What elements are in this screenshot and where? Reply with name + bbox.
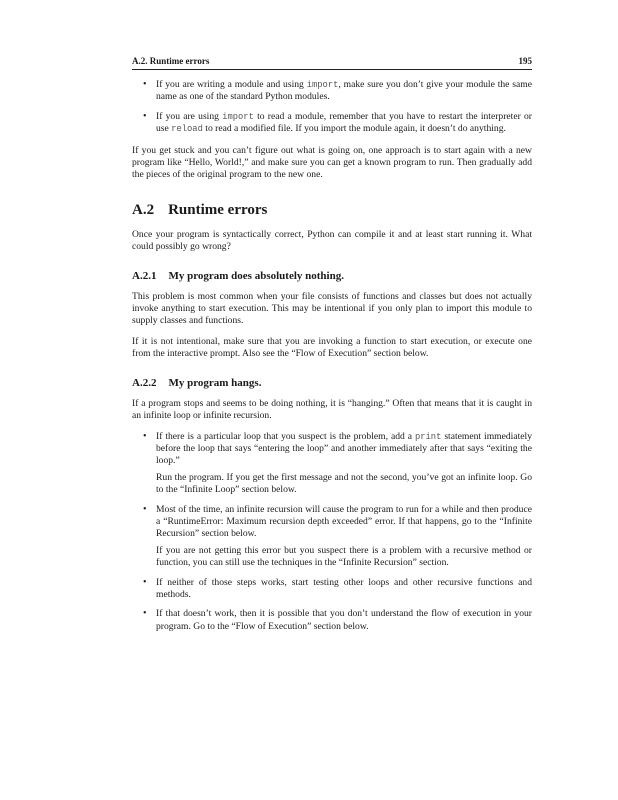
running-header bbox=[132, 56, 532, 70]
bullet-text: • If there is a particular loop that you suspect is the problem, add a print statement immediately before the loop that says “entering the loop” and another immediately after that says “exiting the loop.” bbox=[156, 430, 532, 467]
inline-code: import bbox=[306, 80, 339, 90]
bullet-text: • If you are writing a module and using import, make sure you don’t give your module the same name as one of the standard Python modules. bbox=[156, 79, 532, 103]
paragraph: If you get stuck and you can’t figure out what is going on, one approach is to start again with a new program like “Hello, World!,” and make sure you can get a known program to run. Then gradually add the pieces of the original program to the new one. bbox=[132, 144, 532, 181]
bullet-text: • If you are using import to read a module, remember that you have to restart the interpreter or use reload to read a modified file. If you import the module again, it doesn’t do anything. bbox=[156, 110, 533, 135]
bullet-text: If you are not getting this error but you suspect there is a problem with a recursive method or function, you can still use the techniques in the “Infinite Recursion” section. bbox=[156, 544, 532, 569]
paragraph: If a program stops and seems to be doing nothing, it is “hanging.” Often that means that it is caught in an infinite loop or infinite recursion. bbox=[132, 397, 532, 422]
list-item bbox=[132, 79, 532, 104]
list-item bbox=[132, 504, 532, 570]
paragraph: If it is not intentional, make sure that you are invoking a function to start execution, or execute one from the interactive prompt. Also see the “Flow of Execution” section below. bbox=[132, 335, 532, 360]
subsection-title: My program does absolutely nothing. bbox=[168, 269, 344, 282]
bullet-text: Run the program. If you get the first message and not the second, you’ve got an infinite loop. Go to the “Infinite Loop” section below. bbox=[156, 471, 532, 496]
section-number: A.2 bbox=[132, 201, 155, 218]
paragraph: This problem is most common when your file consists of functions and classes but does not actually invoke anything to start execution. This may be intentional if you only plan to import this module to supply classes and functions. bbox=[132, 290, 532, 327]
list-item bbox=[132, 431, 532, 497]
section-title: Runtime errors bbox=[168, 201, 268, 218]
section-heading bbox=[132, 201, 532, 219]
inline-code: reload bbox=[171, 124, 203, 135]
inline-code: print bbox=[414, 431, 442, 442]
list-item bbox=[132, 577, 532, 602]
header-section-title: A.2. Runtime errors bbox=[132, 56, 210, 66]
paragraph: Once your program is syntactically correct, Python can compile it and at least start running it. What could possibly go wrong? bbox=[132, 228, 532, 253]
hang-bullet-list bbox=[132, 431, 532, 634]
book-page bbox=[132, 56, 532, 642]
subsection-number: A.2.2 bbox=[132, 376, 157, 389]
list-item bbox=[132, 608, 532, 633]
bullet-text: • If that doesn’t work, then it is possible that you don’t understand the flow of execution in your program. Go to the “Flow of Execution” section below. bbox=[156, 608, 532, 632]
subsection-heading bbox=[132, 376, 532, 390]
bullet-text: • Most of the time, an infinite recursion will cause the program to run for a while and then produce a “RuntimeError: Maximum recursion depth exceeded” error. If that happens, go to the “Infinite Recursion” section below. bbox=[156, 503, 532, 540]
bullet-text: • If neither of those steps works, start testing other loops and other recursive functions and methods. bbox=[156, 576, 532, 600]
page-number: 195 bbox=[518, 56, 532, 66]
top-bullet-list bbox=[132, 79, 532, 136]
subsection-title: My program hangs. bbox=[168, 376, 262, 389]
subsection-number: A.2.1 bbox=[132, 269, 157, 282]
list-item bbox=[132, 111, 532, 136]
inline-code: import bbox=[222, 111, 254, 122]
subsection-heading bbox=[132, 269, 532, 283]
